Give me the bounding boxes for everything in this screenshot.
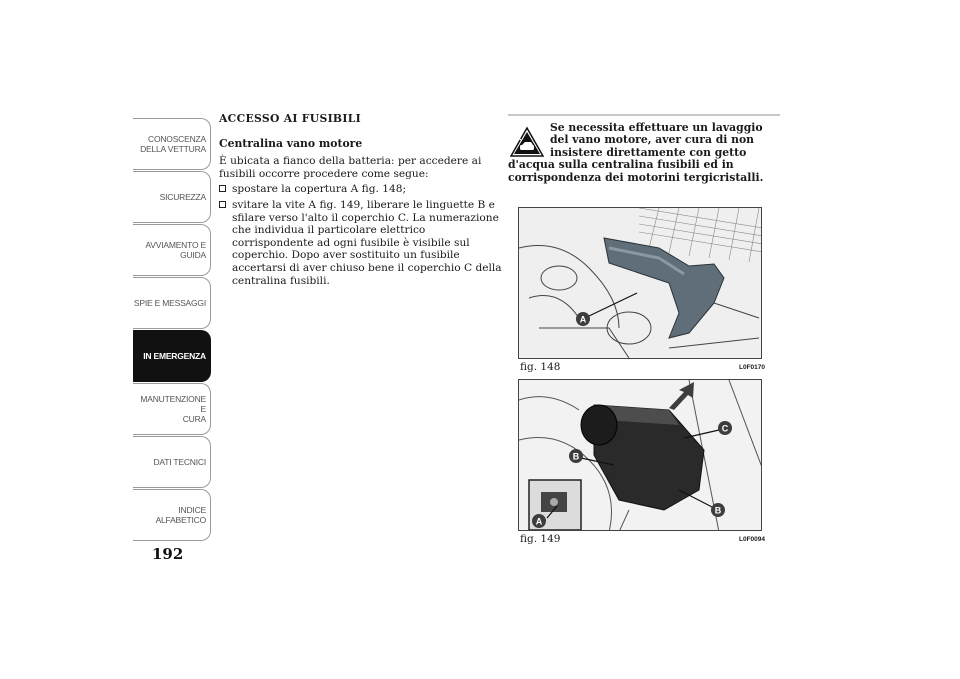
checkbox-bullet-icon [219,185,226,192]
section-subtitle: Centralina vano motore [219,136,363,150]
figure-148-caption: fig. 148 [520,361,561,373]
figure-149-label-b-left: B [572,451,580,462]
warning-triangle-icon [510,126,544,158]
step-item: svitare la vite A fig. 149, liberare le linguette B e sfilare verso l'alto il coperchio C. La numerazione che individua il particolare elettrico corrispondente ad ogni fusibile è visibile sul coperchio. Dopo aver sostituito un fusibile accertarsi di aver chiuso bene il coperchio C della centralina fusibili. [219,199,504,287]
tab-dati-tecnici[interactable]: DATI TECNICI [133,436,211,488]
section-title: ACCESSO AI FUSIBILI [219,112,361,125]
intro-paragraph: È ubicata a fianco della batteria: per accedere ai fusibili occorre procedere come segue: [219,155,482,180]
warning-text: Se necessita effettuare un lavaggio del vano motore, aver cura di non insistere direttamente con getto d'acqua sulla centralina fusibili ed in corrispondenza dei motorini tergicristalli. [508,121,764,184]
main-text-column [219,113,504,290]
tab-spie-e-messaggi[interactable]: SPIE E MESSAGGI [133,277,211,329]
tab-sicurezza[interactable]: SICUREZZA [133,171,211,223]
figure-149-label-c: C [721,423,729,434]
figure-148-image [518,207,762,359]
figure-149-label-a: A [535,516,543,527]
figure-149-image [518,379,762,531]
figure-148-label-a: A [579,314,587,325]
step-item: spostare la copertura A fig. 148; [219,183,504,196]
tab-avviamento-e-guida[interactable]: AVVIAMENTO E GUIDA [133,224,211,276]
figure-149-code: L0F0094 [739,536,766,543]
warning-box [508,114,780,184]
figure-149-label-b-right: B [714,505,722,516]
figure-148-code: L0F0170 [739,364,766,371]
page-number: 192 [152,545,184,563]
checkbox-bullet-icon [219,201,226,208]
figure-149-caption: fig. 149 [520,533,561,545]
tab-indice-alfabetico[interactable]: INDICE ALFABETICO [133,489,211,541]
tab-conoscenza-della-vettura[interactable]: CONOSCENZA DELLA VETTURA [133,118,211,170]
tab-manutenzione-e-cura[interactable]: MANUTENZIONE E CURA [133,383,211,435]
tab-in-emergenza[interactable]: IN EMERGENZA [133,330,211,382]
